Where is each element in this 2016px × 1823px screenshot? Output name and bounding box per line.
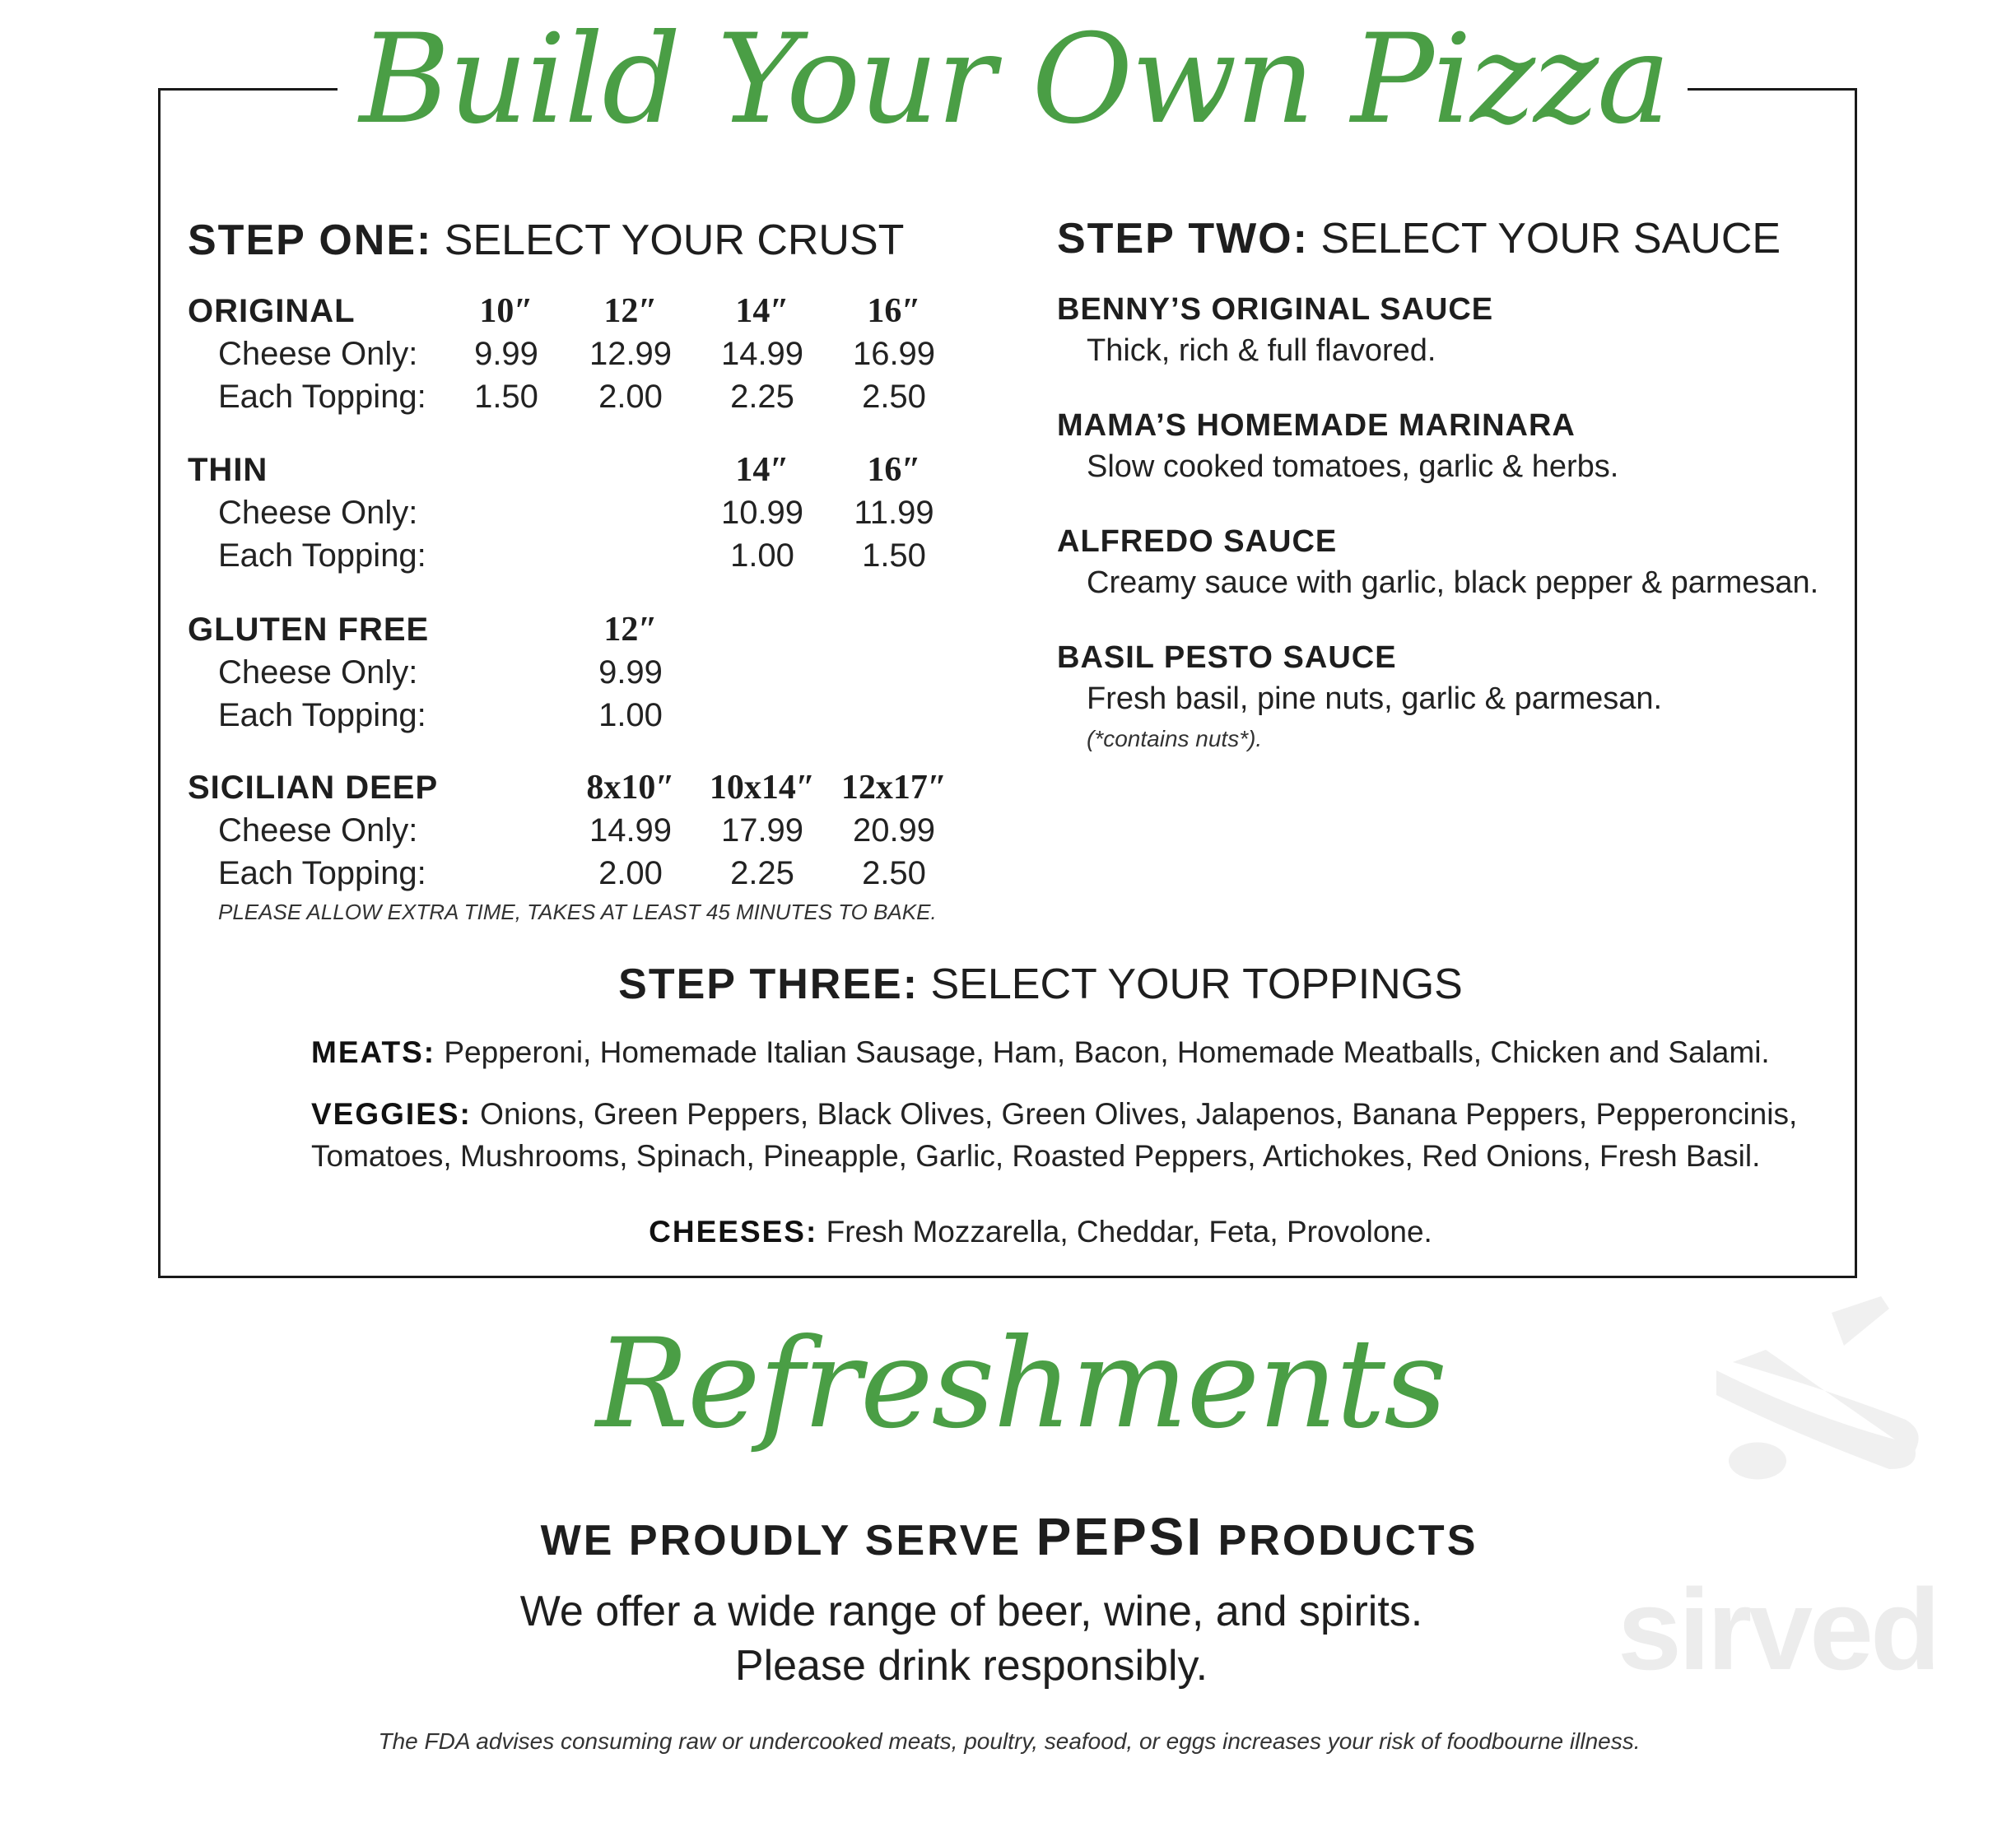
step-one-heading <box>188 216 904 265</box>
cheese-price: 14.99 <box>589 812 673 849</box>
pepsi-pre: WE PROUDLY SERVE <box>540 1517 1022 1565</box>
page-title: Build Your Own Pizza <box>359 8 1669 151</box>
cheese-price: 16.99 <box>852 336 936 372</box>
step-three-label: STEP THREE: <box>618 960 920 1008</box>
fda-disclaimer: The FDA advises consuming raw or undercooked meats, poultry, seafood, or eggs increases your risk of foodbourne illness. <box>378 1728 1641 1754</box>
size-header: 16″ <box>867 292 921 330</box>
cheese-price: 9.99 <box>598 654 663 691</box>
step-two-title: SELECT YOUR SAUCE <box>1320 215 1781 263</box>
cheese-only-label: Cheese Only: <box>218 495 418 531</box>
sauce-name: MAMA’S HOMEMADE MARINARA <box>1057 408 1576 443</box>
crust-name: GLUTEN FREE <box>188 612 430 648</box>
pepsi-line <box>541 1506 1478 1567</box>
veggies-line <box>311 1097 1797 1132</box>
topping-price: 2.25 <box>730 855 794 891</box>
sauce-desc: Slow cooked tomatoes, garlic & herbs. <box>1087 449 1619 484</box>
cheese-price: 9.99 <box>474 336 538 372</box>
size-header: 12″ <box>603 292 658 330</box>
cheese-price: 11.99 <box>854 495 934 531</box>
sauce-name: BASIL PESTO SAUCE <box>1057 640 1397 675</box>
cheeses-line <box>649 1215 1432 1249</box>
responsibly-line: Please drink responsibly. <box>734 1642 1208 1690</box>
size-header: 14″ <box>735 451 789 489</box>
sauce-desc: Thick, rich & full flavored. <box>1087 333 1436 368</box>
drinks-line: We offer a wide range of beer, wine, and spirits. <box>519 1588 1423 1635</box>
size-header: 16″ <box>867 451 921 489</box>
cheeses-list: Fresh Mozzarella, Cheddar, Feta, Provolone. <box>826 1215 1432 1249</box>
pepsi-post: PRODUCTS <box>1218 1517 1478 1565</box>
sauce-name: BENNY’S ORIGINAL SAUCE <box>1057 292 1494 327</box>
each-topping-label: Each Topping: <box>218 697 426 733</box>
topping-price: 2.00 <box>598 855 663 891</box>
veggies-list: Onions, Green Peppers, Black Olives, Green Olives, Jalapenos, Banana Peppers, Pepperoncinis, <box>480 1097 1798 1131</box>
cheese-price: 20.99 <box>852 812 936 849</box>
sauce-desc: Creamy sauce with garlic, black pepper & parmesan. <box>1087 565 1819 600</box>
sauce-note: (*contains nuts*). <box>1087 726 1263 751</box>
step-two-label: STEP TWO: <box>1057 215 1309 263</box>
cheeses-label: CHEESES: <box>649 1215 818 1249</box>
meats-list: Pepperoni, Homemade Italian Sausage, Ham, Bacon, Homemade Meatballs, Chicken and Salami. <box>444 1035 1770 1069</box>
size-header: 10x14″ <box>709 769 816 807</box>
topping-price: 1.50 <box>474 379 538 415</box>
size-header: 12″ <box>603 611 658 649</box>
topping-price: 1.00 <box>730 537 794 574</box>
crust-name: SICILIAN DEEP <box>188 770 439 806</box>
step-three-heading <box>618 960 1463 1009</box>
meats-line <box>311 1035 1770 1070</box>
each-topping-label: Each Topping: <box>218 855 426 891</box>
sicilian-note: PLEASE ALLOW EXTRA TIME, TAKES AT LEAST 45 MINUTES TO BAKE. <box>218 900 937 924</box>
step-three-title: SELECT YOUR TOPPINGS <box>930 960 1463 1008</box>
topping-price: 2.00 <box>598 379 663 415</box>
step-two-heading <box>1057 214 1781 263</box>
cheese-price: 17.99 <box>720 812 804 849</box>
meats-label: MEATS: <box>311 1035 436 1069</box>
cheese-price: 10.99 <box>720 495 804 531</box>
cheese-price: 14.99 <box>720 336 804 372</box>
topping-price: 2.50 <box>862 855 926 891</box>
sauce-desc: Fresh basil, pine nuts, garlic & parmesan. <box>1087 681 1663 716</box>
cheese-only-label: Cheese Only: <box>218 654 418 691</box>
crust-name: ORIGINAL <box>188 293 356 329</box>
pepsi-brand: PEPSI <box>1036 1507 1204 1566</box>
step-one-label: STEP ONE: <box>188 216 433 264</box>
sirved-watermark: sirved <box>1618 1565 1938 1694</box>
cheese-price: 12.99 <box>589 336 673 372</box>
each-topping-label: Each Topping: <box>218 537 426 574</box>
topping-price: 1.50 <box>862 537 926 574</box>
topping-price: 2.25 <box>730 379 794 415</box>
cheese-only-label: Cheese Only: <box>218 812 418 849</box>
fork-spoon-watermark-icon <box>1638 1296 2000 1486</box>
size-header: 12x17″ <box>840 769 947 807</box>
topping-price: 2.50 <box>862 379 926 415</box>
cheese-only-label: Cheese Only: <box>218 336 418 372</box>
topping-price: 1.00 <box>598 697 663 733</box>
each-topping-label: Each Topping: <box>218 379 426 415</box>
crust-name: THIN <box>188 452 268 488</box>
sauce-name: ALFREDO SAUCE <box>1057 524 1338 559</box>
size-header: 14″ <box>735 292 789 330</box>
veggies-list-cont: Tomatoes, Mushrooms, Spinach, Pineapple, Garlic, Roasted Peppers, Artichokes, Red Onions, Fresh Basil. <box>311 1139 1761 1173</box>
size-header: 8x10″ <box>586 769 675 807</box>
step-one-title: SELECT YOUR CRUST <box>444 216 905 264</box>
refreshments-title: Refreshments <box>595 1313 1446 1456</box>
veggies-label: VEGGIES: <box>311 1097 472 1131</box>
size-header: 10″ <box>479 292 533 330</box>
